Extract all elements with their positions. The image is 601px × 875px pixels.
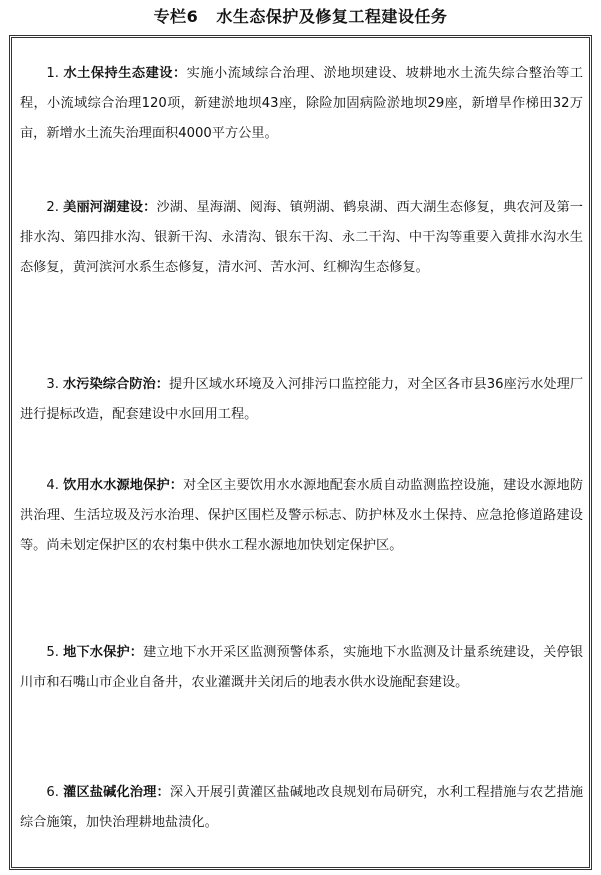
item-number: 4. [46, 478, 59, 493]
task-item-water-pollution [20, 370, 583, 430]
task-item-river-lake [20, 193, 583, 283]
item-heading: 美丽河湖建设： [62, 200, 157, 215]
item-heading: 水污染综合防治： [62, 377, 169, 392]
task-item-salinization [20, 778, 583, 838]
item-text: 对全区主要饮用水水源地配套水质自动监测监控设施，建设水源地防洪治理、生活垃圾及污水治理、保护区围栏及警示标志、防护林及水土保持、应急抢修道路建设等。尚未划定保护区的农村集中供水工程水源地加快划定保护区。 [20, 478, 584, 553]
item-number: 2. [46, 200, 59, 215]
item-text: 沙湖、星海湖、阅海、镇朔湖、鹤泉湖、西大湖生态修复，典农河及第一排水沟、第四排水沟、银新干沟、永清沟、银东干沟、永二干沟、中干沟等重要入黄排水沟水生态修复，黄河滨河水系生态修复，清水河、苦水河、红柳沟生态修复。 [20, 200, 583, 275]
column-label: 专栏6 [153, 7, 199, 26]
content-box [9, 35, 592, 870]
item-heading: 饮用水水源地保护： [62, 478, 184, 493]
task-item-drinking-water-source [20, 471, 583, 561]
item-text: 深入开展引黄灌区盐碱地改良规划布局研究，水利工程措施与农艺措施综合施策，加快治理耕地盐渍化。 [20, 785, 584, 830]
item-text: 提升区域水环境及入河排污口监控能力，对全区各市县36座污水处理厂进行提标改造，配套建设中水回用工程。 [20, 377, 584, 422]
item-text: 建立地下水开采区监测预警体系，实施地下水监测及计量系统建设，关停银川市和石嘴山市企业自备井，农业灌溉井关闭后的地表水供水设施配套建设。 [20, 645, 584, 690]
item-heading: 灌区盐碱化治理： [62, 785, 170, 800]
page-title [0, 4, 601, 30]
item-number: 5. [46, 645, 59, 660]
item-heading: 水土保持生态建设： [62, 66, 187, 81]
item-number: 1. [46, 66, 59, 81]
item-number: 6. [46, 785, 59, 800]
item-text: 实施小流域综合治理、淤地坝建设、坡耕地水土流失综合整治等工程，小流域综合治理120项，新建淤地坝43座，除险加固病险淤地坝29座，新增旱作梯田32万亩，新增水土流失治理面积4000平方公里。 [20, 66, 584, 141]
task-item-groundwater [20, 638, 583, 698]
item-heading: 地下水保护： [62, 645, 144, 660]
column-title: 水生态保护及修复工程建设任务 [216, 7, 448, 26]
task-item-soil-conservation [20, 59, 583, 149]
item-number: 3. [46, 377, 59, 392]
